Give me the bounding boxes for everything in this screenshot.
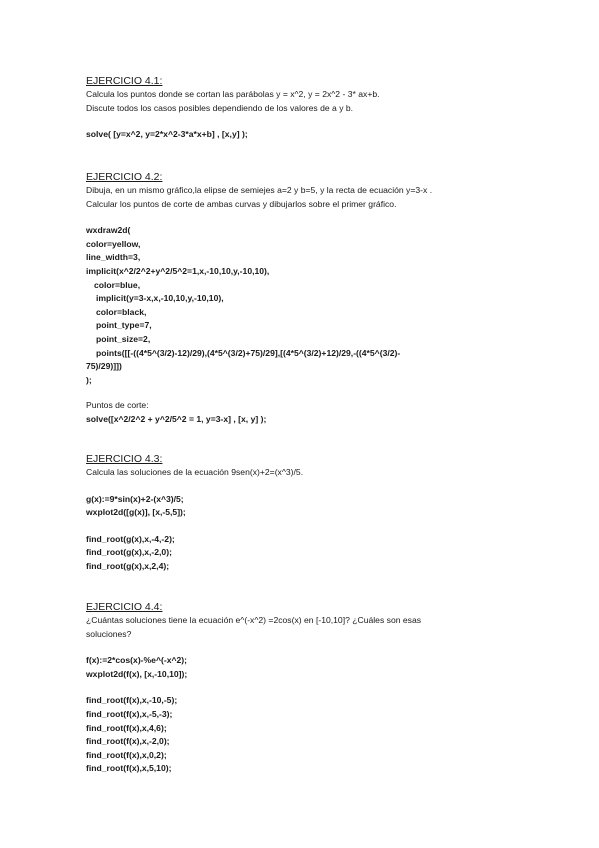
- code-line: find_root(f(x),x,-10,-5);: [86, 695, 178, 706]
- code-line: wxdraw2d(: [86, 225, 131, 236]
- code-line: point_size=2,: [96, 333, 151, 344]
- exercise-text: soluciones?: [86, 628, 132, 639]
- code-line: find_root(g(x),x,2,4);: [86, 560, 170, 571]
- exercise-title: EJERCICIO 4.2:: [86, 171, 163, 183]
- exercise-text: Calcula las soluciones de la ecuación 9sen(x)+2=(x^3)/5.: [86, 467, 304, 477]
- code-line: solve([x^2/2^2 + y^2/5^2 = 1, y=3-x] , [x, y] );: [86, 413, 267, 424]
- code-line: color=black,: [96, 306, 147, 317]
- exercise-text: Discute todos los casos posibles dependiendo de los valores de a y b.: [86, 102, 354, 113]
- code-line: find_root(g(x),x,-2,0);: [86, 547, 172, 558]
- code-line: solve( [y=x^2, y=2*x^2-3*a*x+b] , [x,y] );: [86, 129, 248, 140]
- code-line: color=yellow,: [86, 238, 141, 249]
- code-line: points([[-((4*5^(3/2)-12)/29),(4*5^(3/2)+75)/29],[(4*5^(3/2)+12)/29,-((4*5^(3/2)-: [96, 347, 401, 358]
- exercise-4-3: [86, 452, 526, 574]
- code-line: find_root(f(x),x,-2,0);: [86, 736, 170, 747]
- code-line: wxplot2d(f(x), [x,-10,10]);: [86, 668, 188, 679]
- code-line: g(x):=9*sin(x)+2-(x^3)/5;: [86, 493, 184, 504]
- exercise-4-4: [86, 600, 526, 776]
- code-line: f(x):=2*cos(x)-%e^(-x^2);: [86, 655, 188, 666]
- exercise-text: ¿Cuántas soluciones tiene la ecuación e^(-x^2) =2cos(x) en [-10,10]? ¿Cuáles son esas: [86, 615, 422, 625]
- code-line: point_type=7,: [96, 320, 152, 331]
- exercise-text: Calcular los puntos de corte de ambas curvas y dibujarlos sobre el primer gráfico.: [86, 198, 397, 209]
- code-line: implicit(x^2/2^2+y^2/5^2=1,x,-10,10,y,-10,10),: [86, 265, 270, 276]
- code-line: 75)/29)]]): [86, 361, 122, 372]
- code-line: find_root(f(x),x,5,10);: [86, 763, 172, 774]
- code-line: find_root(f(x),x,0,2);: [86, 749, 167, 760]
- exercise-title: EJERCICIO 4.4:: [86, 601, 163, 613]
- code-line: line_width=3,: [86, 252, 141, 263]
- exercise-title: EJERCICIO 4.1:: [86, 75, 163, 87]
- code-line: wxplot2d([g(x)], [x,-5,5]);: [86, 507, 186, 518]
- code-line: find_root(f(x),x,-5,-3);: [86, 708, 173, 719]
- code-line: );: [86, 374, 92, 385]
- code-line: find_root(g(x),x,-4,-2);: [86, 533, 175, 544]
- exercise-4-2: [86, 170, 526, 427]
- exercise-text: Calcula los puntos donde se cortan las parábolas y = x^2, y = 2x^2 - 3* ax+b.: [86, 89, 380, 99]
- code-line: color=blue,: [94, 279, 141, 290]
- exercise-4-1: [86, 74, 526, 142]
- code-line: find_root(f(x),x,4,6);: [86, 722, 167, 733]
- exercise-title: EJERCICIO 4.3:: [86, 453, 163, 465]
- code-line: implicit(y=3-x,x,-10,10,y,-10,10),: [96, 293, 224, 304]
- cut-points-label: Puntos de corte:: [86, 400, 149, 411]
- exercise-text: Dibuja, en un mismo gráfico,la elipse de semiejes a=2 y b=5, y la recta de ecuación y=3-x .: [86, 185, 433, 195]
